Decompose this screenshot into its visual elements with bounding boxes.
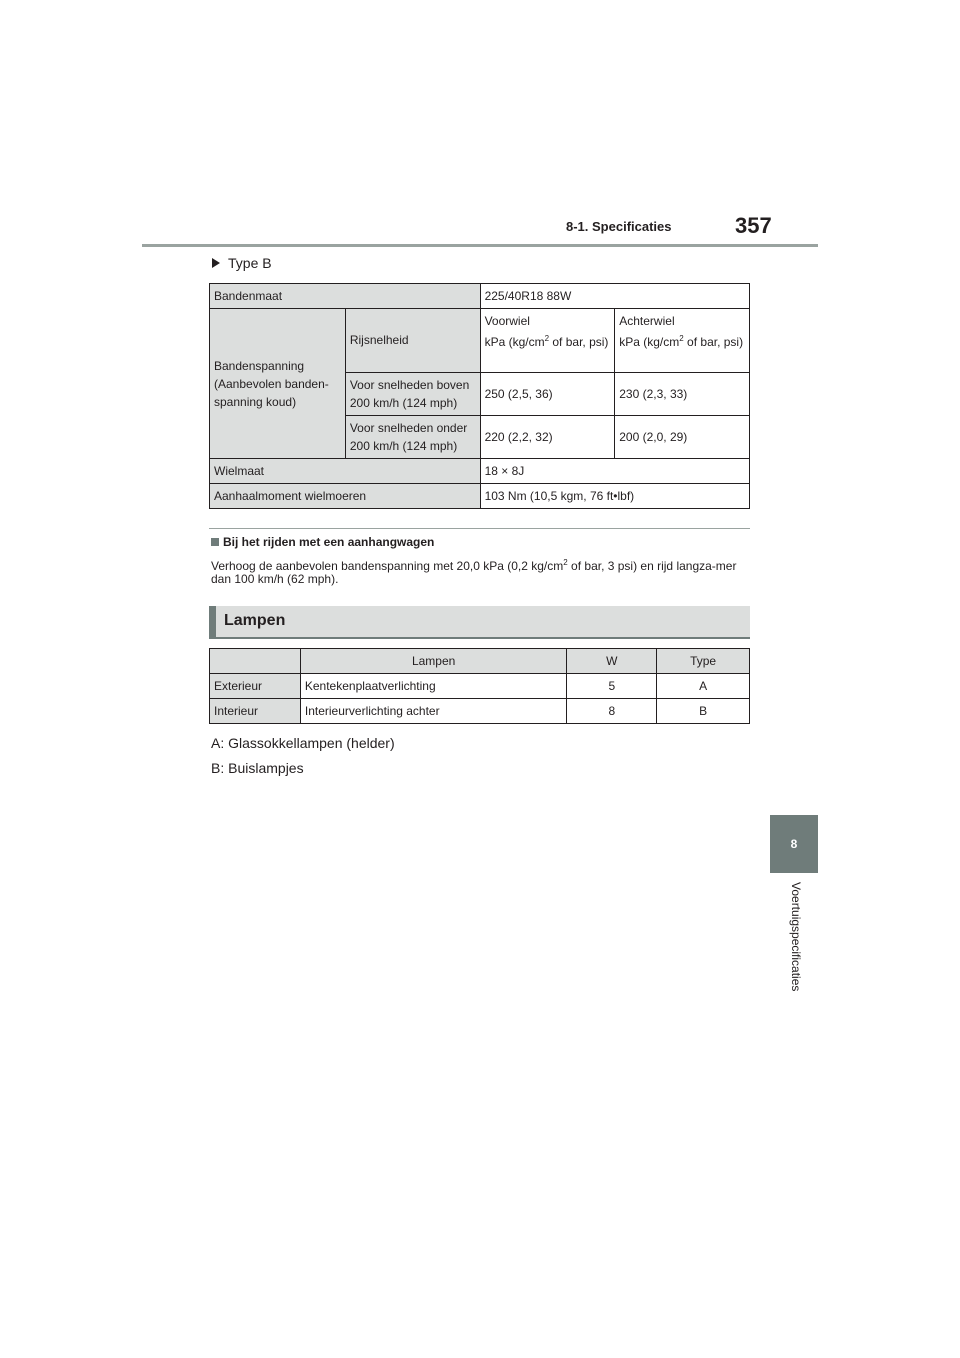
- lamp-table-header: [210, 649, 750, 674]
- bandenmaat-label: Bandenmaat: [210, 284, 481, 309]
- chapter-tab: 8: [770, 815, 818, 873]
- type-heading: [212, 255, 272, 271]
- wielmaat-value: 18 × 8J: [480, 459, 749, 484]
- row-label: Exterieur: [210, 674, 301, 699]
- lamp-watt: 8: [567, 699, 657, 724]
- trailer-paragraph: Verhoog de aanbevolen bandenspanning met 20,0 kPa (0,2 $kg/cm^2$ of bar, 3 psi) en rijd langza-mer dan 100 km/h (62 mph).: [211, 558, 737, 586]
- trailer-heading-text: Bij het rijden met een aanhangwagen: [223, 535, 435, 549]
- rear-label: Achterwiel: [619, 314, 675, 328]
- aanhaal-label: Aanhaalmoment wielmoeren: [210, 484, 481, 509]
- speed-label: Rijsnelheid: [345, 309, 480, 373]
- bandenmaat-value: 225/40R18 88W: [480, 284, 749, 309]
- page-number: 357: [735, 213, 772, 238]
- separator-rule: [209, 528, 750, 529]
- type-label: Type B: [228, 255, 272, 271]
- front-header: [480, 309, 615, 373]
- table-row: [210, 699, 750, 724]
- header-empty: [210, 649, 301, 674]
- triangle-bullet-icon: [212, 258, 220, 268]
- aanhaal-value: 103 Nm (10,5 kgm, 76 ft•lbf): [480, 484, 749, 509]
- table-row: [210, 674, 750, 699]
- row-above-rear: 230 (2,3, 33): [615, 373, 750, 416]
- row-below-label: Voor snelheden onder 200 km/h (124 mph): [345, 416, 480, 459]
- lamp-type: B: [657, 699, 750, 724]
- trailer-heading: [211, 535, 434, 549]
- note-b: B: Buislampjes: [211, 760, 304, 776]
- lamp-type: A: [657, 674, 750, 699]
- section-header: 8-1. Specificaties: [566, 219, 672, 234]
- rear-header: [615, 309, 750, 373]
- row-above-front: 250 (2,5, 36): [480, 373, 615, 416]
- note-a: A: Glassokkellampen (helder): [211, 735, 395, 751]
- section-title: Lampen: [224, 612, 286, 629]
- chapter-label: Voertuigspecificaties: [789, 882, 803, 992]
- section-accent-bar: [209, 606, 216, 637]
- header-lampen: Lampen: [300, 649, 567, 674]
- front-unit: kPa ($kg/cm^2$ of bar, psi): [484, 334, 609, 349]
- pressure-label: Bandenspanning (Aanbevolen banden-spanning koud): [210, 309, 346, 459]
- header-type: Type: [657, 649, 750, 674]
- header-w: W: [567, 649, 657, 674]
- square-bullet-icon: [211, 538, 219, 546]
- row-label: Interieur: [210, 699, 301, 724]
- front-label: Voorwiel: [484, 314, 530, 328]
- wielmaat-label: Wielmaat: [210, 459, 481, 484]
- row-below-front: 220 (2,2, 32): [480, 416, 615, 459]
- lamp-name: Interieurverlichting achter: [300, 699, 567, 724]
- row-above-label: Voor snelheden boven 200 km/h (124 mph): [345, 373, 480, 416]
- section-heading: [209, 606, 750, 639]
- lamp-watt: 5: [567, 674, 657, 699]
- tire-spec-table: [209, 283, 750, 509]
- rear-unit: kPa ($kg/cm^2$ of bar, psi): [619, 334, 744, 349]
- row-below-rear: 200 (2,0, 29): [615, 416, 750, 459]
- lamp-table: [209, 648, 750, 724]
- lamp-name: Kentekenplaatverlichting: [300, 674, 567, 699]
- header-rule: [142, 244, 818, 247]
